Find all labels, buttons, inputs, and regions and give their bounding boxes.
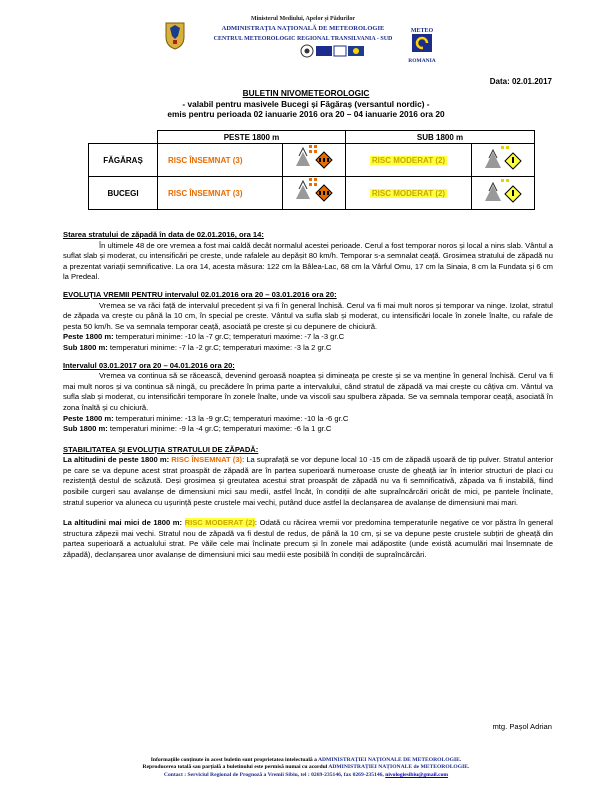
risk-label-high: RISC ÎNSEMNAT (3) (158, 177, 283, 210)
danger-level-2-icon (481, 144, 525, 174)
stability-below-label: La altitudini mai mici de 1800 m: (63, 518, 185, 528)
bulletin-subtitle: - valabil pentru masivele Bucegi și Făgăraș (versantul nordic) - (182, 98, 430, 109)
risk-table (88, 130, 535, 210)
danger-level-2-icon (481, 177, 525, 207)
temps-below-values: temperaturi minime: -9 la -4 gr.C; temperaturi maxime: -6 la 1 gr.C (107, 424, 332, 434)
coat-of-arms-icon (164, 20, 186, 50)
footer-line2b: ADMINISTRAȚIEI NAȚIONALE de METEOROLOGIE. (328, 764, 470, 771)
agency-line: ADMINISTRAȚIA NAȚIONALĂ DE METEOROLOGIE (221, 25, 385, 32)
risk-label-moderate: RISC MODERAT (2) (371, 155, 446, 165)
temps-above-values: temperaturi minime: -13 la -9 gr.C; temperaturi maxime: -10 la -6 gr.C (113, 413, 349, 423)
stability-below-body: : Odată cu răcirea vremii vor predomina temperaturile negative ce vor păstra în general structura zăpezii mai vechi. Stratul nou de zăpadă va fi destul de redus, de până la 10 cm, și se va depune peste crustele subțiri de gheață din partea superioară a actualului strat. Pe văile cele mai înclinate precum și în zonele mai adăpostite (unde există acumulări mai însemnate de zăpadă), declanșarea unor avalanșe de dimensiuni mici sau medii este posibilă în condiții de supraîncărcări. (63, 518, 553, 560)
bulletin-date: Data: 02.01.2017 (489, 77, 552, 86)
emission-period: emis pentru perioada 02 ianuarie 2016 ora 20 – 04 ianuarie 2016 ora 20 (167, 109, 445, 119)
snowpack-state-text: În ultimele 48 de ore vremea a fost mai caldă decât normalul acestei perioade. Cerul a fost temporar noros și local a nins slab. Vântul a suflat slab și moderat, cu intensificări pe creste, unde rafalele au depășit 80 km/h. Temporar s-a semnalat ceață. Grosimea stratului de zăpadă nu a prezentat variații semnificative. La ora 14, acesta măsura: 122 cm la Bâlea-Lac, 68 cm la Vârful Omu, 17 cm la Sinaia, 8 cm la Fundata și 6 cm la Predeal. (63, 240, 553, 282)
footer-line1a: Informațiile conținute în acest buletin sunt proprietatea intelectuală a (150, 757, 318, 763)
interval2-text: Vremea va continua să se răcească, devenind geroasă noaptea și dimineața pe creste și se va menține în general închisă. Cerul va fi mai mult noros și va continua să ningă, cu precădere în prima parte a intervalului, când stratul de zăpadă va mai crește cu câțiva cm. Vântul va sufla slab și moderat, cu intensificări temporare în zonele înalte, unde va viscoli sau spulbera zăpada. Se va semnala temporar ceață, asociată în zona înaltă și cu chiciură. (63, 371, 553, 412)
header-above-1800: PESTE 1800 m (158, 131, 346, 144)
footer (0, 757, 612, 779)
footer-line1b: ADMINISTRAȚIEI NAȚIONALE DE METEOROLOGIE. (317, 757, 462, 763)
stability-above-label: La altitudini de peste 1800 m: (63, 455, 172, 465)
contact-email-link[interactable]: nivologiesibiu@gmail.com (385, 771, 449, 778)
temps-above-label: Peste 1800 m: (63, 332, 114, 342)
temps-above-line (63, 414, 553, 425)
logo-bottom-text: ROMANIA (408, 58, 436, 64)
snowpack-state-heading: Starea stratului de zăpadă în data de 02.01.2016, ora 14: (63, 230, 264, 239)
ministry-line: Ministerul Mediului, Apelor și Pădurilor (250, 16, 356, 22)
temps-above-label: Peste 1800 m: (63, 413, 114, 423)
footer-contact: Contact : Serviciul Regional de Prognoză a Vremii Sibiu, tel : 0269-235146, fax 0269-235146, (163, 771, 386, 778)
stability-below-risk: RISC MODERAT (2) (184, 518, 255, 528)
risk-label-high: RISC ÎNSEMNAT (3) (158, 144, 283, 177)
weather-evolution-text: Vremea se va răci față de intervalul precedent și va fi în general închisă. Cerul va fi mai mult noros și temporar va ninge. Izolat, stratul de zăpada va crește cu până la 10 cm, în special pe creste. Vântul va sufla slab și moderat, cu intensificări locale în zonele înalte, cu rafale de pesta 50 km/h. Se va semnala temporar ceață, asociată pe creste și cu depunere de chiciură. (63, 300, 553, 331)
letterhead (0, 14, 612, 66)
interval2-heading: Intervalul 03.01.2017 ora 20 – 04.01.2016 ora 20: (63, 360, 235, 370)
meteo-sun-icon (412, 34, 432, 52)
stability-heading: STABILITATEA ȘI EVOLUȚIA STRATULUI DE ZĂPADĂ: (63, 444, 259, 454)
header-below-1800: SUB 1800 m (346, 131, 535, 144)
bulletin-title: BULETIN NIVOMETEOROLOGIC (242, 88, 370, 98)
danger-level-3-icon (292, 177, 336, 207)
bulletin-body (63, 230, 553, 561)
temps-below-line (63, 424, 553, 435)
zone-bucegi: BUCEGI (89, 177, 158, 210)
footer-line2a: Reproducerea totală sau parțială a buletinului este permisă numai cu acordul (142, 764, 329, 771)
stability-above-text (63, 455, 553, 508)
logo-top-text: METEO (410, 28, 434, 34)
meteo-romania-logo (402, 28, 442, 64)
risk-label-moderate: RISC MODERAT (2) (371, 188, 446, 198)
stability-below-text (63, 518, 553, 560)
signature: mtg. Pașol Adrian (492, 722, 552, 731)
temps-below-values: temperaturi minime: -7 la -2 gr.C; temperaturi maxime: -3 la 2 gr.C (107, 342, 332, 352)
temps-below-label: Sub 1800 m: (63, 342, 108, 352)
certification-badges-icon (300, 44, 380, 58)
table-row (89, 144, 535, 177)
temps-below-label: Sub 1800 m: (63, 424, 108, 434)
stability-above-body: : La suprafață se vor depune local 10 -15 cm de zăpadă ușoară de tip pulver. Stratul anterior pe care se va depune acest strat proaspăt de zăpadă are în partea superioară numeroase cruste de gheață iar în interior structuri de placi cu rezistență destul de scăzută. Deși grosimea și greutatea acestui strat proaspăt de zăpadă nu va fi semnificativă, zăpada va fi instabilă, fiind posibile curgeri sau avalanșe de dimensiuni mici sau medii, astfel încât, în condiții de alte supraîncărcări oricât de mici, pe pantele înclinate, stratul superior va aluneca cu ușurință peste crustele mai vechi, putând duce astfel la declanșarea de avalanșe de dimensiuni mai mari. (63, 455, 553, 507)
table-row (89, 177, 535, 210)
danger-level-3-icon (292, 144, 336, 174)
zone-fagaras: FĂGĂRAȘ (89, 144, 158, 177)
temps-above-line (63, 332, 553, 343)
weather-evolution-heading: EVOLUȚIA VREMII PENTRU intervalul 02.01.2016 ora 20 – 03.01.2016 ora 20: (63, 289, 337, 299)
regional-center-line: CENTRUL METEOROLOGIC REGIONAL TRANSILVANIA - SUD (213, 36, 393, 42)
temps-below-line (63, 343, 553, 354)
stability-above-risk: RISC ÎNSEMNAT (3) (171, 455, 243, 465)
temps-above-values: temperaturi minime: -10 la -7 gr.C; temperaturi maxime: -7 la -3 gr.C (113, 332, 345, 342)
